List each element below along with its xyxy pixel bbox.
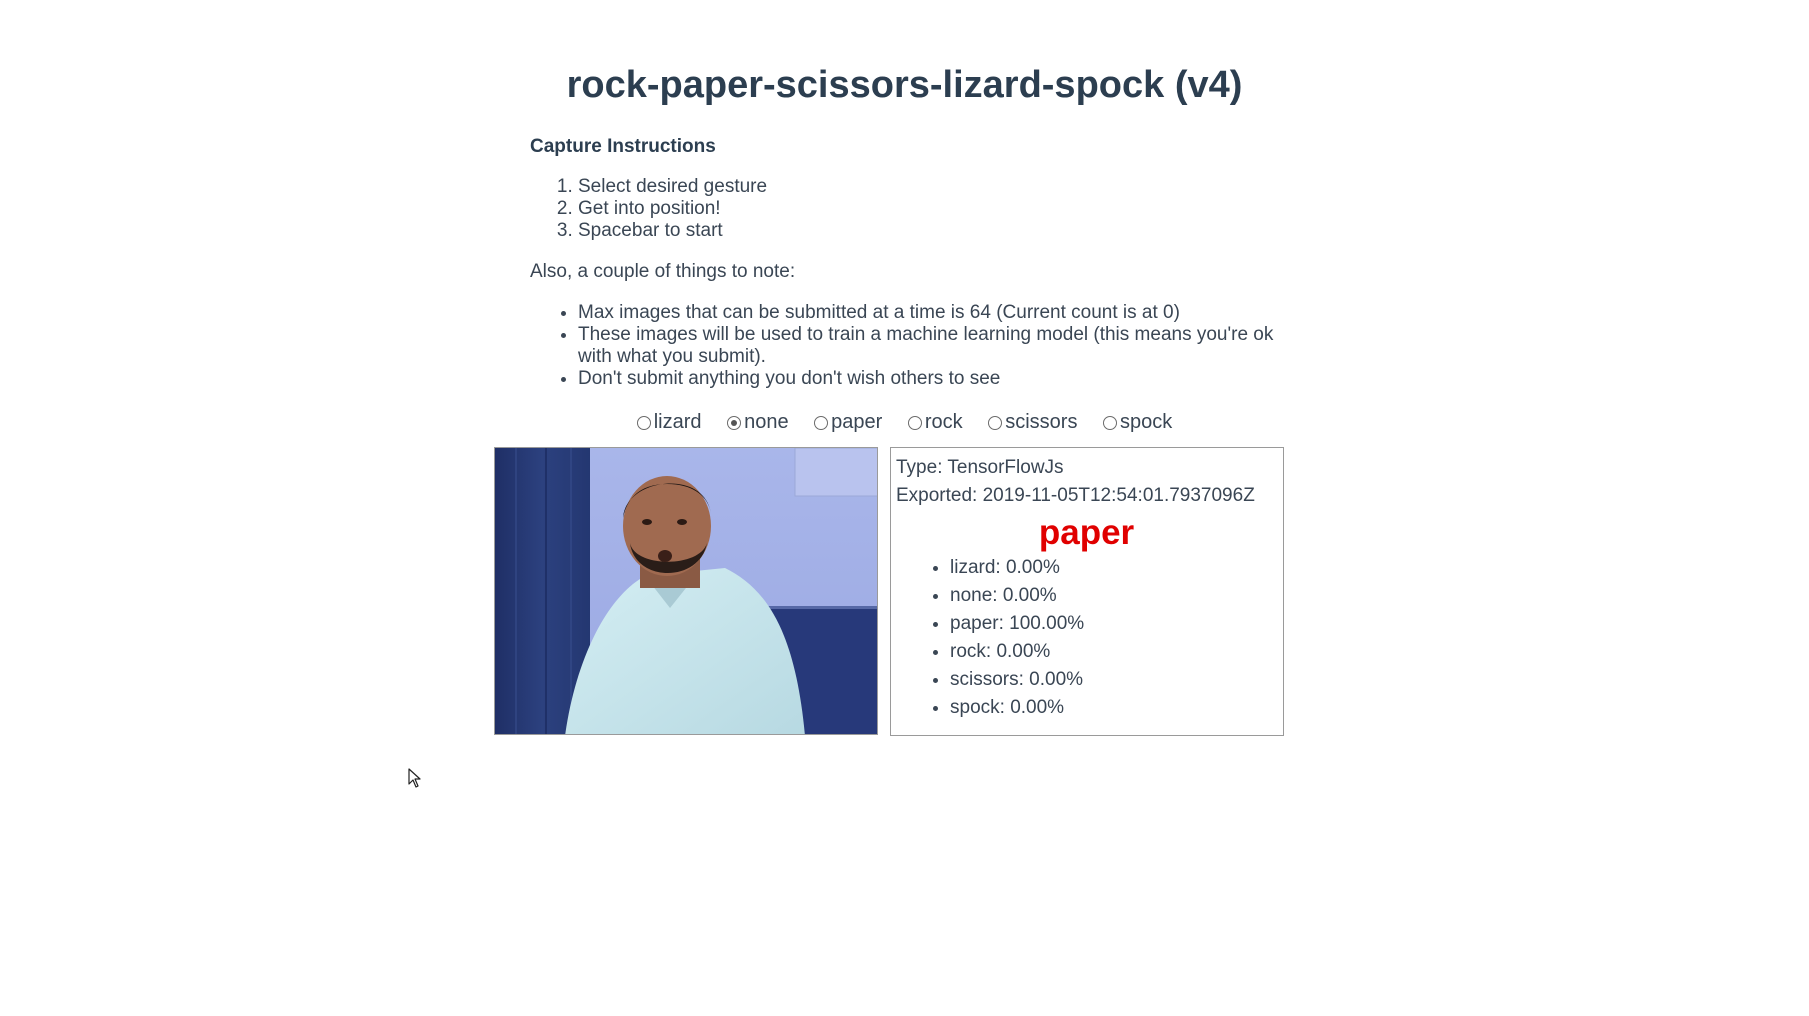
radio-label: spock: [1120, 411, 1173, 433]
radio-rock[interactable]: [908, 411, 963, 434]
radio-label: rock: [924, 411, 963, 433]
prediction-scores: [896, 554, 1277, 722]
instruction-step: 2. Get into position!: [578, 198, 1290, 220]
predicted-label: paper: [1038, 513, 1135, 552]
score-item: • scissors: 0.00%: [950, 666, 1277, 694]
notes-intro: Also, a couple of things to note:: [530, 261, 796, 282]
model-prediction-panel: [890, 447, 1284, 736]
score-item: • spock: 0.00%: [950, 694, 1277, 722]
radio-button-icon[interactable]: [814, 416, 828, 430]
radio-button-checked-icon[interactable]: [727, 416, 741, 430]
instruction-step: 1. Select desired gesture: [578, 176, 1290, 198]
radio-spock[interactable]: [1103, 411, 1172, 434]
instructions-section: [530, 136, 1290, 408]
radio-label: paper: [831, 411, 883, 433]
instruction-steps: [530, 176, 1290, 242]
page-title: rock-paper-scissors-lizard-spock (v4): [566, 64, 1243, 106]
instruction-step: 3. Spacebar to start: [578, 220, 1290, 242]
model-exported: Exported: 2019-11-05T12:54:01.7937096Z: [896, 485, 1255, 506]
radio-lizard[interactable]: [637, 411, 702, 434]
webcam-person-image: [495, 448, 878, 735]
radio-label: none: [744, 411, 789, 433]
note-item: • These images will be used to train a machine learning model (this means you're ok with what you submit).: [578, 324, 1290, 368]
radio-scissors[interactable]: [988, 411, 1077, 434]
radio-button-icon[interactable]: [988, 416, 1002, 430]
capture-instructions-heading: Capture Instructions: [530, 136, 716, 157]
note-item: • Don't submit anything you don't wish others to see: [578, 368, 1290, 390]
webcam-feed: [494, 447, 878, 735]
radio-paper[interactable]: [814, 411, 882, 434]
radio-button-icon[interactable]: [1103, 416, 1117, 430]
note-item: • Max images that can be submitted at a time is 64 (Current count is at 0): [578, 302, 1290, 324]
gesture-radio-group: [0, 411, 1809, 436]
score-item: • rock: 0.00%: [950, 638, 1277, 666]
mouse-pointer-icon: [408, 768, 422, 793]
score-item: • paper: 100.00%: [950, 610, 1277, 638]
notes-list: [530, 302, 1290, 390]
score-item: • lizard: 0.00%: [950, 554, 1277, 582]
radio-button-icon[interactable]: [908, 416, 922, 430]
model-type: Type: TensorFlowJs: [896, 457, 1064, 478]
score-item: • none: 0.00%: [950, 582, 1277, 610]
radio-none[interactable]: [727, 411, 789, 434]
radio-button-icon[interactable]: [637, 416, 651, 430]
radio-label: lizard: [653, 411, 702, 433]
radio-label: scissors: [1005, 411, 1078, 433]
